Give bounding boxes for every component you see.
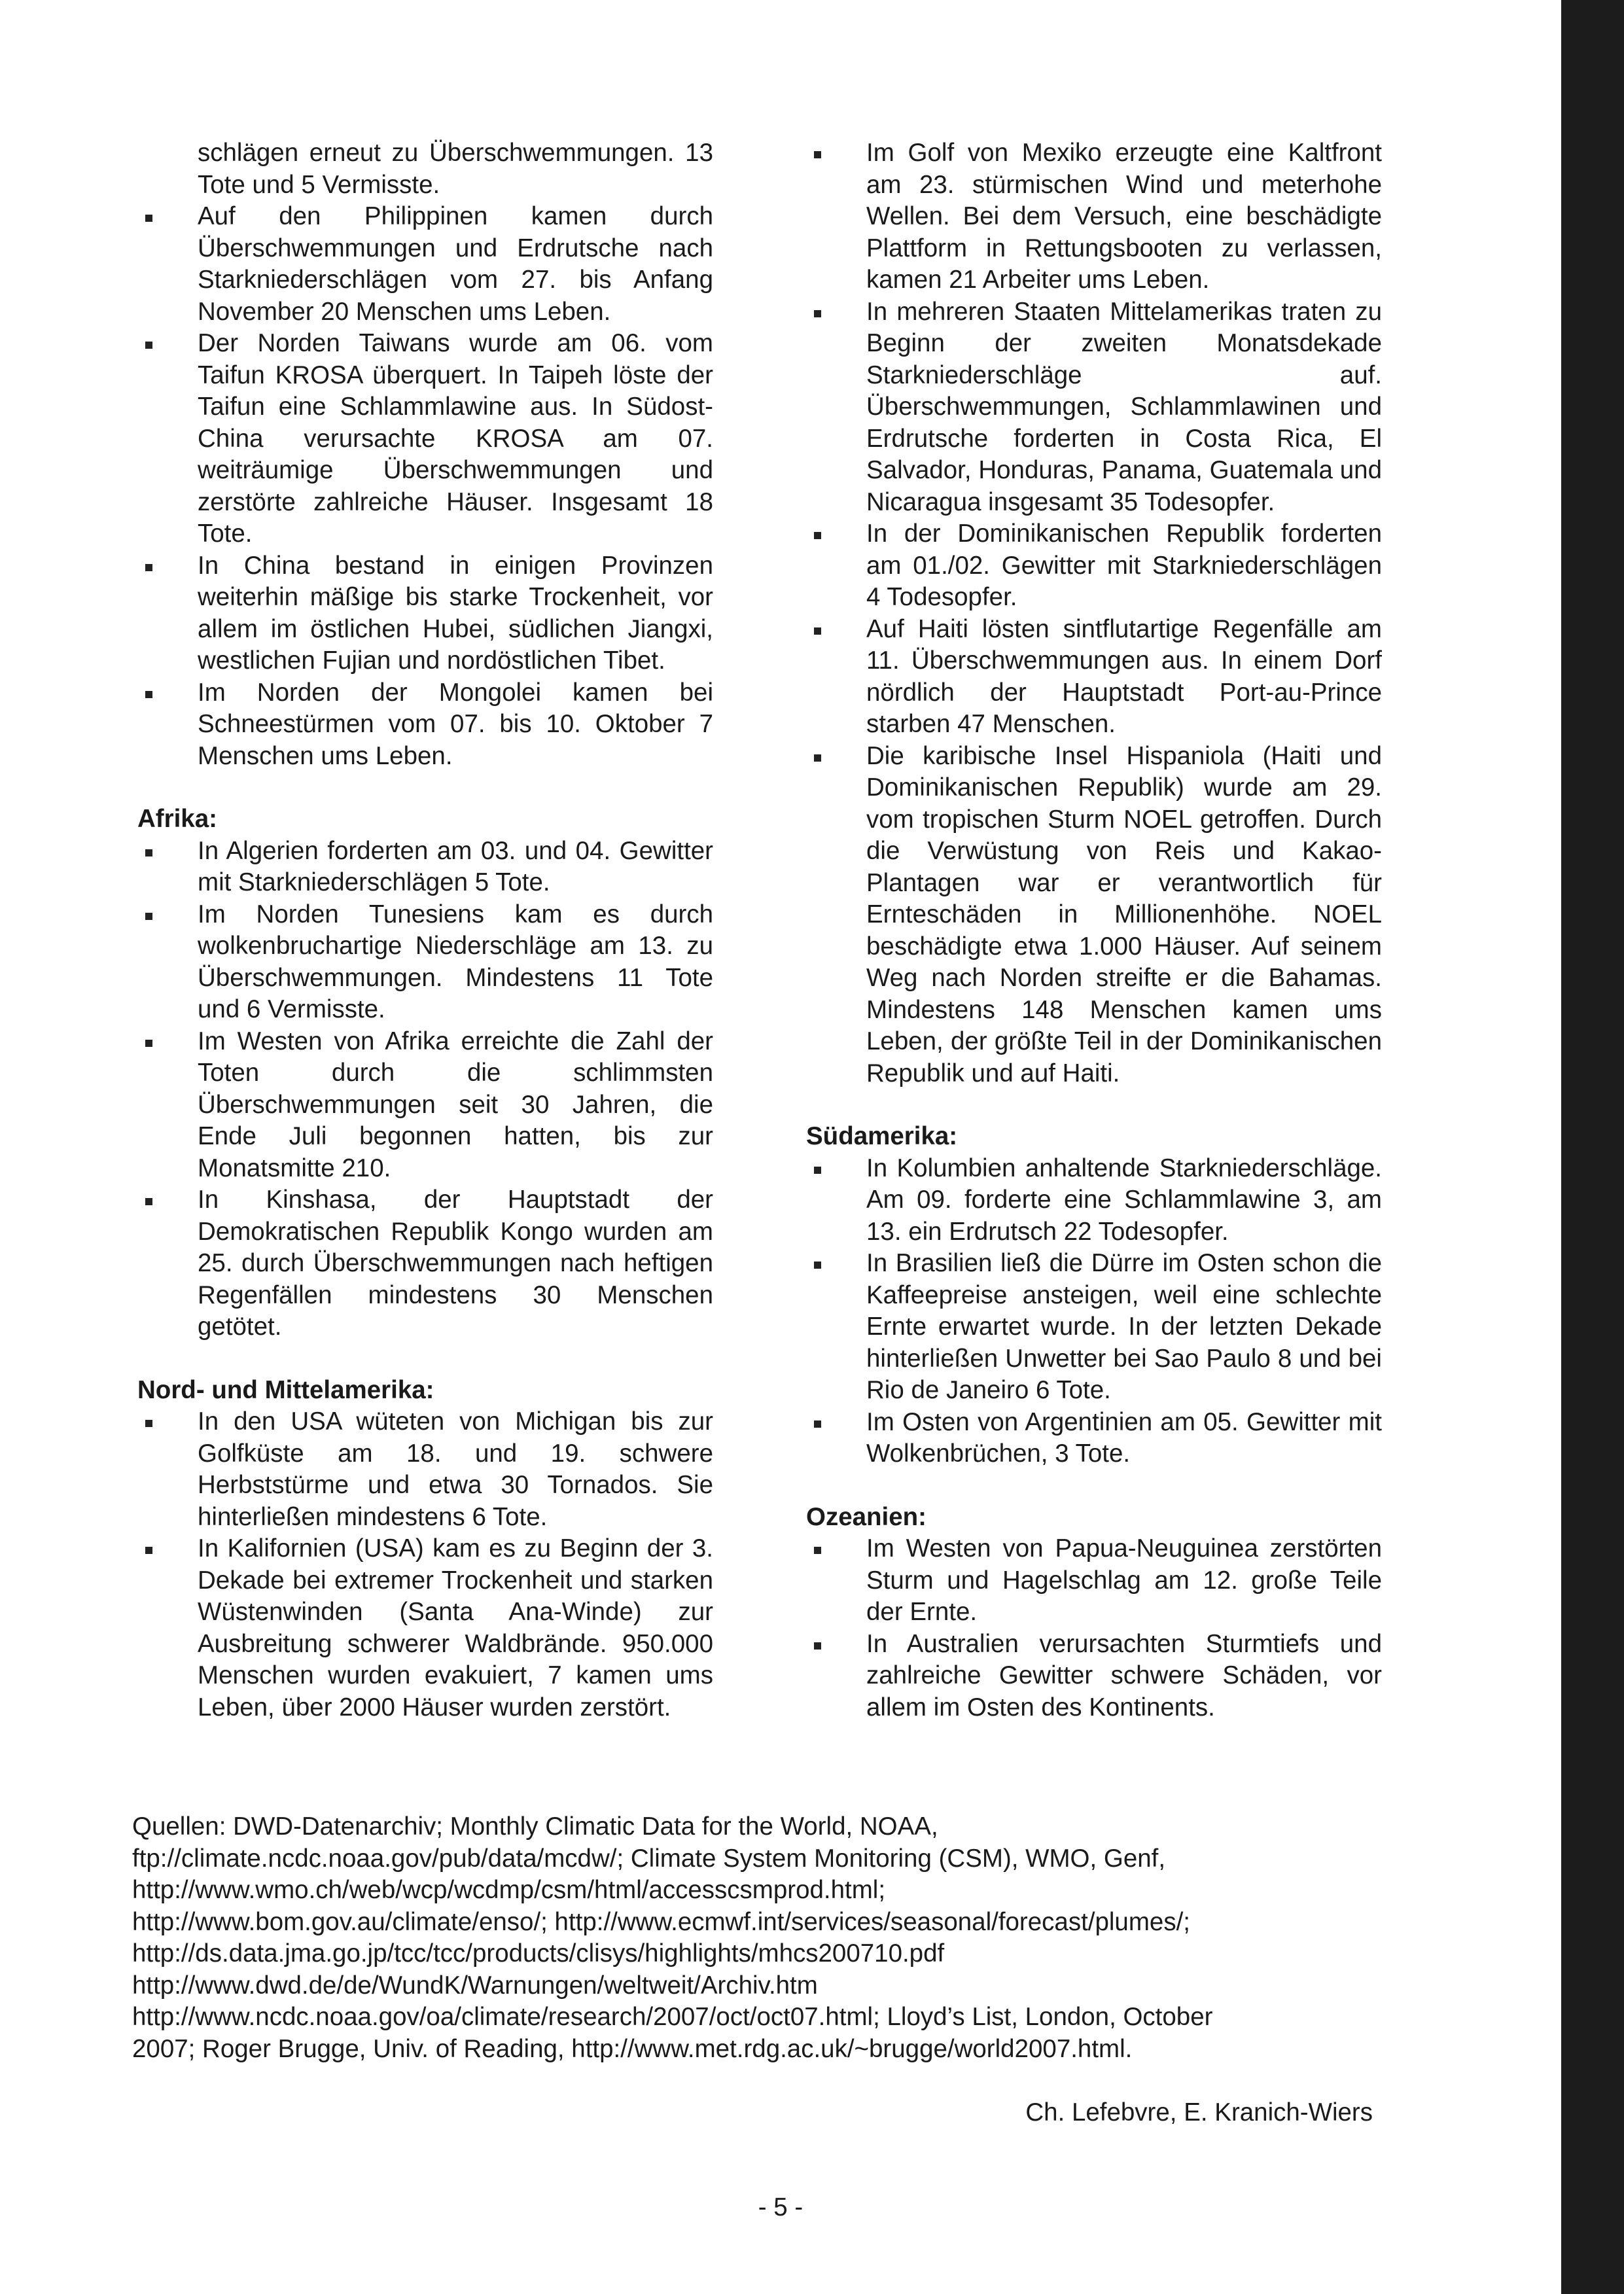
list-item: Im Westen von Afrika erreichte die Zahl der Toten durch die schlimmsten Überschwemmungen seit 30 Jahren, die Ende Juli begonnen hatten, bis zur Monatsmitte 210. — [137, 1026, 713, 1185]
source-line: http://ds.data.jma.go.jp/tcc/tcc/products/clisys/highlights/mhcs200710.pdf — [132, 1939, 945, 1968]
lead-paragraph: schlägen erneut zu Überschwemmungen. 13 Tote und 5 Vermisste. — [198, 139, 713, 199]
right-column — [806, 137, 1382, 1723]
list-item: Auf den Philippinen kamen durch Überschwemmungen und Erdrutsche nach Starkniederschlägen vom 27. bis Anfang November 20 Menschen ums Leben. — [137, 201, 713, 328]
list-item: In Australien verursachten Sturmtiefs und zahlreiche Gewitter schwere Schäden, vor allem im Osten des Kontinents. — [806, 1629, 1382, 1724]
list-item: In Algerien forderten am 03. und 04. Gewitter mit Starkniederschlägen 5 Tote. — [137, 836, 713, 899]
bullet-icon — [145, 836, 153, 843]
authors-line: Ch. Lefebvre, E. Kranich-Wiers — [1025, 2098, 1373, 2126]
bullet-icon — [814, 1407, 822, 1415]
left-column — [137, 137, 713, 1723]
list-item: Auf Haiti lösten sintflutartige Regenfälle am 11. Überschwemmungen aus. In einem Dorf nördlich der Hauptstadt Port-au-Prince starben 47 Menschen. — [806, 614, 1382, 741]
bullet-icon — [145, 677, 153, 685]
bullet-icon — [814, 1629, 822, 1636]
page-number: - 5 - — [758, 2193, 803, 2221]
list-item: Im Osten von Argentinien am 05. Gewitter mit Wolkenbrüchen, 3 Tote. — [806, 1407, 1382, 1470]
section-heading-south-america: Südamerika: — [806, 1122, 958, 1150]
list-item: In Kalifornien (USA) kam es zu Beginn der 3. Dekade bei extremer Trockenheit und starken Wüstenwinden (Santa Ana-Winde) zur Ausbreitung schwerer Waldbrände. 950.000 Menschen wurden evakuiert, 7 kamen ums Leben, über 2000 Häuser wurden zerstört. — [137, 1533, 713, 1723]
sources-block — [132, 1811, 1375, 2065]
list-item: Im Norden der Mongolei kamen bei Schneestürmen vom 07. bis 10. Oktober 7 Menschen ums Leben. — [137, 677, 713, 773]
list-item: Der Norden Taiwans wurde am 06. vom Taifun KROSA überquert. In Taipeh löste der Taifun eine Schlammlawine aus. In Südost-China verursachte KROSA am 07. weiträumige Überschwemmungen und zerstörte zahlreiche Häuser. Insgesamt 18 Tote. — [137, 328, 713, 550]
bullet-icon — [145, 328, 153, 336]
list-item: Im Norden Tunesiens kam es durch wolkenbruchartige Niederschläge am 13. zu Überschwemmungen. Mindestens 11 Tote und 6 Vermisste. — [137, 899, 713, 1026]
bullet-icon — [814, 137, 822, 145]
section-heading-oceania: Ozeanien: — [806, 1502, 927, 1531]
list-item: Die karibische Insel Hispaniola (Haiti und Dominikanischen Republik) wurde am 29. vom tropischen Sturm NOEL getroffen. Durch die Verwüstung von Reis und Kakao-Plantagen war er verantwortlich für Ernteschäden in Millionenhöhe. NOEL beschädigte etwa 1.000 Häuser. Auf seinem Weg nach Norden streifte er die Bahamas. Mindestens 148 Menschen kamen ums Leben, der größte Teil in der Dominikanischen Republik und auf Haiti. — [806, 741, 1382, 1090]
list-item: Im Golf von Mexiko erzeugte eine Kaltfront am 23. stürmischen Wind und meterhohe Wellen. Bei dem Versuch, eine beschädigte Plattform in Rettungsbooten zu verlassen, kamen 21 Arbeiter ums Leben. — [806, 137, 1382, 296]
list-item: In Kinshasa, der Hauptstadt der Demokratischen Republik Kongo wurden am 25. durch Überschwemmungen nach heftigen Regenfällen mindestens 30 Menschen getötet. — [137, 1184, 713, 1343]
scan-edge — [1561, 0, 1624, 2294]
source-line: 2007; Roger Brugge, Univ. of Reading, http://www.met.rdg.ac.uk/~brugge/world2007.html. — [132, 2034, 1133, 2063]
source-line: Quellen: DWD-Datenarchiv; Monthly Climatic Data for the World, NOAA, — [132, 1812, 938, 1841]
list-item: In Brasilien ließ die Dürre im Osten schon die Kaffeepreise ansteigen, weil eine schlechte Ernte erwartet wurde. In der letzten Dekade hinterließen Unwetter bei Sao Paulo 8 und bei Rio de Janeiro 6 Tote. — [806, 1248, 1382, 1407]
bullet-icon — [145, 1406, 153, 1414]
list-item: In China bestand in einigen Provinzen weiterhin mäßige bis starke Trockenheit, vor allem im östlichen Hubei, südlichen Jiangxi, westlichen Fujian und nordöstlichen Tibet. — [137, 550, 713, 677]
bullet-icon — [145, 899, 153, 907]
list-item: In der Dominikanischen Republik forderten am 01./02. Gewitter mit Starkniederschlägen 4 Todesopfer. — [806, 518, 1382, 614]
bullet-icon — [814, 1153, 822, 1161]
bullet-icon — [145, 1184, 153, 1192]
bullet-icon — [814, 296, 822, 304]
list-item: In den USA wüteten von Michigan bis zur Golfküste am 18. und 19. schwere Herbststürme und etwa 30 Tornados. Sie hinterließen mindestens 6 Tote. — [137, 1406, 713, 1533]
bullet-icon — [145, 550, 153, 558]
bullet-icon — [814, 1248, 822, 1256]
section-heading-north-america: Nord- und Mittelamerika: — [137, 1375, 434, 1404]
bullet-icon — [145, 201, 153, 209]
source-line: http://www.ncdc.noaa.gov/oa/climate/research/2007/oct/oct07.html; Lloyd’s List, London, October — [132, 2003, 1213, 2031]
bullet-icon — [814, 614, 822, 622]
source-line: http://www.wmo.ch/web/wcp/wcdmp/csm/html/accesscsmprod.html; — [132, 1876, 886, 1904]
bullet-icon — [145, 1026, 153, 1034]
bullet-icon — [814, 518, 822, 526]
section-heading-africa: Afrika: — [137, 805, 217, 833]
source-line: http://www.dwd.de/de/WundK/Warnungen/weltweit/Archiv.htm — [132, 1971, 818, 2000]
source-line: ftp://climate.ncdc.noaa.gov/pub/data/mcdw/; Climate System Monitoring (CSM), WMO, Genf, — [132, 1844, 1166, 1873]
source-line: http://www.bom.gov.au/climate/enso/; http://www.ecmwf.int/services/seasonal/forecast/plumes/; — [132, 1907, 1190, 1936]
list-item: In mehreren Staaten Mittelamerikas traten zu Beginn der zweiten Monatsdekade Starkniederschläge auf. Überschwemmungen, Schlammlawinen und Erdrutsche forderten in Costa Rica, El Salvador, Honduras, Panama, Guatemala und Nicaragua insgesamt 35 Todesopfer. — [806, 296, 1382, 519]
list-item: Im Westen von Papua-Neuguinea zerstörten Sturm und Hagelschlag am 12. große Teile der Ernte. — [806, 1533, 1382, 1629]
bullet-icon — [145, 1533, 153, 1541]
bullet-icon — [814, 741, 822, 749]
bullet-icon — [814, 1533, 822, 1541]
list-item: In Kolumbien anhaltende Starkniederschläge. Am 09. forderte eine Schlammlawine 3, am 13. ein Erdrutsch 22 Todesopfer. — [806, 1153, 1382, 1248]
